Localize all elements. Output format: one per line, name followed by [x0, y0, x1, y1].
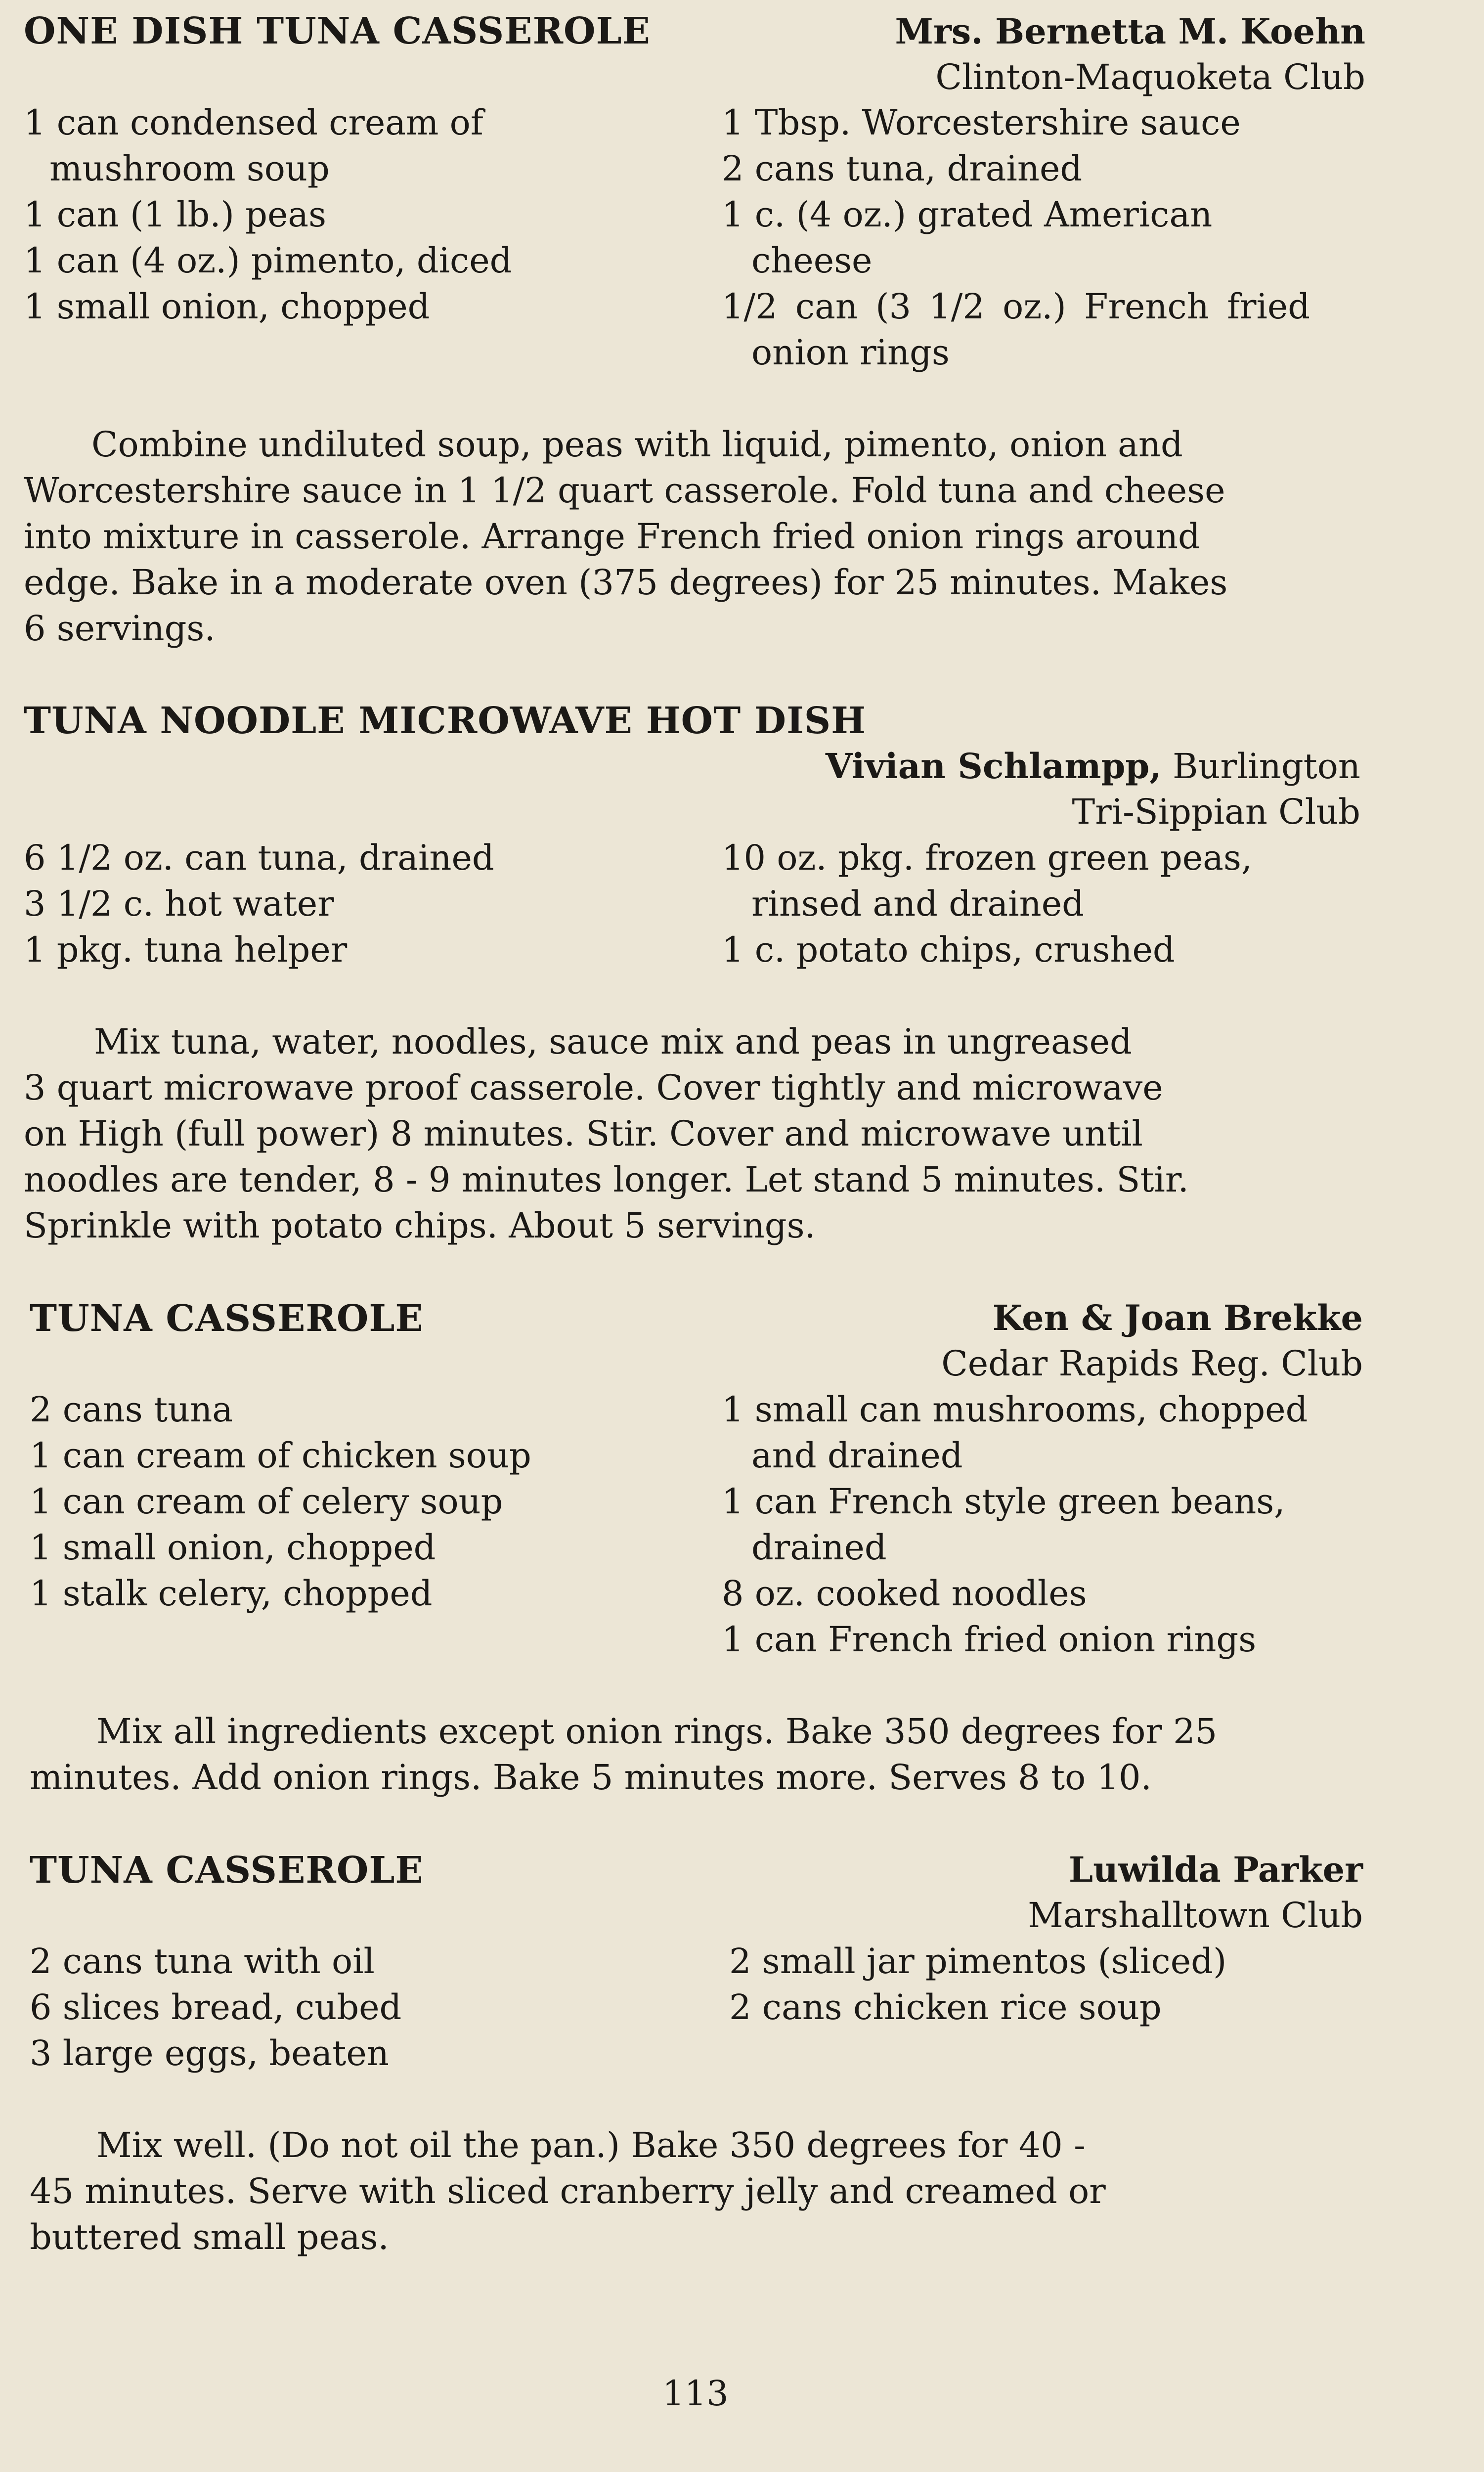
- ingredient: onion rings: [751, 332, 950, 373]
- ingredient: 3 1/2 c. hot water: [24, 883, 334, 924]
- recipe-title: TUNA CASSEROLE: [30, 1297, 424, 1340]
- ingredient: 1 can French fried onion rings: [722, 1619, 1257, 1660]
- recipe-contributor: Luwilda Parker: [1068, 1849, 1363, 1890]
- recipe-title: TUNA NOODLE MICROWAVE HOT DISH: [24, 700, 867, 742]
- direction-line: Mix all ingredients except onion rings. Bake 350 degrees for 25: [96, 1711, 1218, 1752]
- ingredient: rinsed and drained: [751, 883, 1084, 924]
- ingredient: 2 cans tuna: [30, 1389, 233, 1430]
- direction-line: on High (full power) 8 minutes. Stir. Cover and microwave until: [24, 1113, 1143, 1154]
- direction-line: noodles are tender, 8 - 9 minutes longer. Let stand 5 minutes. Stir.: [24, 1159, 1189, 1200]
- ingredient: 1 can (1 lb.) peas: [24, 194, 327, 235]
- recipe-club: Cedar Rapids Reg. Club: [941, 1343, 1363, 1384]
- ingredient: 1 pkg. tuna helper: [24, 929, 348, 970]
- ingredient: 1 can (4 oz.) pimento, diced: [24, 240, 512, 281]
- direction-line: buttered small peas.: [30, 2217, 389, 2257]
- ingredient: 10 oz. pkg. frozen green peas,: [722, 838, 1253, 878]
- direction-line: Worcestershire sauce in 1 1/2 quart casserole. Fold tuna and cheese: [24, 470, 1225, 511]
- direction-line: minutes. Add onion rings. Bake 5 minutes more. Serves 8 to 10.: [30, 1757, 1152, 1798]
- ingredient: 8 oz. cooked noodles: [722, 1573, 1087, 1614]
- direction-line: Mix well. (Do not oil the pan.) Bake 350 degrees for 40 -: [96, 2125, 1086, 2165]
- ingredient: 1 can condensed cream of: [24, 102, 483, 143]
- direction-line: Combine undiluted soup, peas with liquid, pimento, onion and: [91, 424, 1183, 465]
- recipe-title: TUNA CASSEROLE: [30, 1849, 424, 1892]
- ingredient: 6 1/2 oz. can tuna, drained: [24, 838, 494, 878]
- ingredient: 3 large eggs, beaten: [30, 2033, 389, 2074]
- ingredient: drained: [751, 1527, 887, 1568]
- ingredient: mushroom soup: [49, 148, 330, 189]
- direction-line: Sprinkle with potato chips. About 5 servings.: [24, 1205, 816, 1246]
- ingredient: 1 c. potato chips, crushed: [722, 929, 1175, 970]
- ingredient: 1 small can mushrooms, chopped: [722, 1389, 1308, 1430]
- direction-line: 3 quart microwave proof casserole. Cover tightly and microwave: [24, 1067, 1163, 1108]
- ingredient: 1 can cream of chicken soup: [30, 1435, 531, 1476]
- ingredient: 1 c. (4 oz.) grated American: [722, 194, 1213, 235]
- ingredient: 2 cans chicken rice soup: [729, 1987, 1162, 2028]
- recipe-contributor: Ken & Joan Brekke: [992, 1297, 1363, 1338]
- ingredient: 2 small jar pimentos (sliced): [729, 1941, 1227, 1982]
- ingredient: 2 cans tuna with oil: [30, 1941, 375, 1982]
- ingredient: 1 stalk celery, chopped: [30, 1573, 433, 1614]
- recipe-contributor-place: Burlington: [1172, 746, 1360, 787]
- direction-line: 45 minutes. Serve with sliced cranberry jelly and creamed or: [30, 2171, 1106, 2211]
- recipe-club: Marshalltown Club: [1028, 1895, 1363, 1936]
- direction-line: Mix tuna, water, noodles, sauce mix and peas in ungreased: [94, 1021, 1132, 1062]
- ingredient: 6 slices bread, cubed: [30, 1987, 402, 2028]
- ingredient: 2 cans tuna, drained: [722, 148, 1083, 189]
- recipe-club: Tri-Sippian Club: [1072, 792, 1360, 832]
- recipe-club: Clinton-Maquoketa Club: [935, 57, 1365, 97]
- ingredient: 1/2 can (3 1/2 oz.) French fried: [722, 286, 1310, 327]
- ingredient: 1 can French style green beans,: [722, 1481, 1285, 1522]
- recipe-contributor-line: [826, 746, 1360, 787]
- ingredient: 1 Tbsp. Worcestershire sauce: [722, 102, 1241, 143]
- recipe-contributor: Vivian Schlampp,: [825, 746, 1162, 787]
- ingredient: cheese: [751, 240, 873, 281]
- recipe-title: ONE DISH TUNA CASSEROLE: [24, 10, 651, 52]
- direction-line: into mixture in casserole. Arrange French fried onion rings around: [24, 516, 1200, 557]
- ingredient: 1 can cream of celery soup: [30, 1481, 503, 1522]
- ingredient: 1 small onion, chopped: [24, 286, 430, 327]
- page-number: 113: [662, 2373, 729, 2414]
- recipe-contributor: Mrs. Bernetta M. Koehn: [895, 11, 1365, 52]
- direction-line: edge. Bake in a moderate oven (375 degrees) for 25 minutes. Makes: [24, 562, 1228, 603]
- ingredient: and drained: [751, 1435, 963, 1476]
- ingredient: 1 small onion, chopped: [30, 1527, 436, 1568]
- direction-line: 6 servings.: [24, 608, 216, 649]
